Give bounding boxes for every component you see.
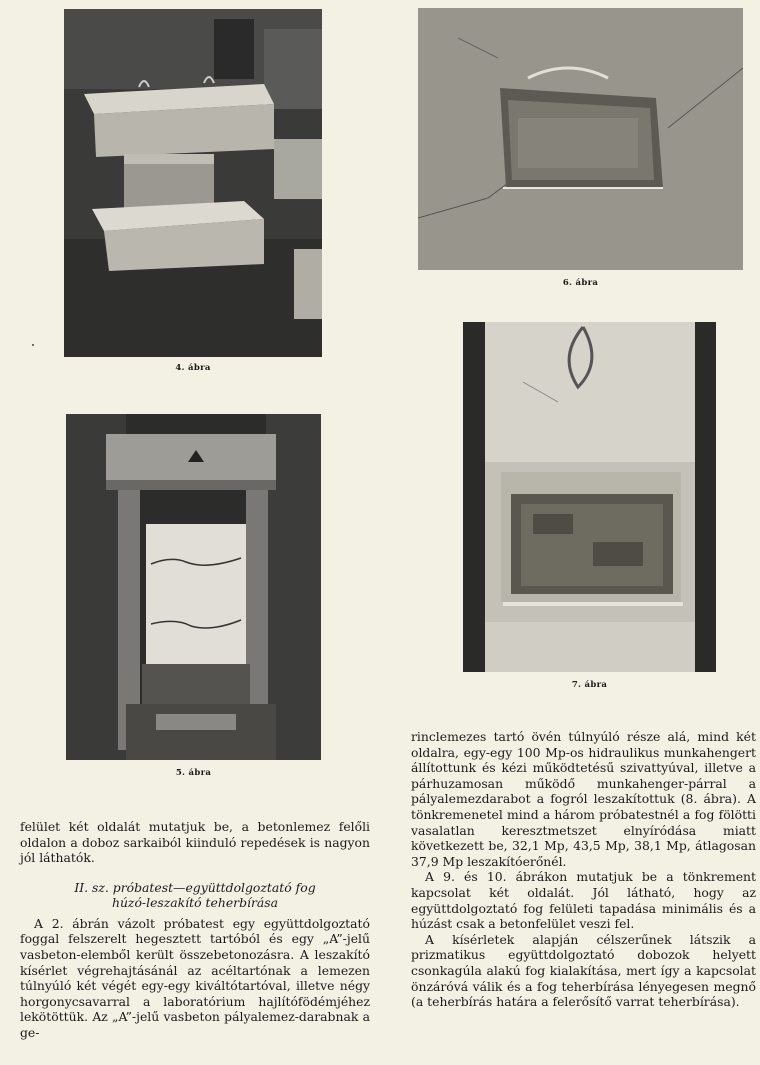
figure-5-photo bbox=[66, 414, 321, 760]
figure-6-photo bbox=[418, 8, 743, 270]
stray-dot bbox=[32, 344, 34, 346]
right-paragraph-3: A kísérletek alapján célszerűnek látszik a prizmatikus együttdolgoztató dobozok helyett csonkagúla alakú fog kialakítása, mert így a kapcsolat önzáróvá válik és a fog teherbírása lényegesen megnő (a teherbírás határa a felerősítő varrat teherbírása). bbox=[411, 931, 756, 1010]
section-heading-line2: húzó-leszakító teherbírása bbox=[111, 894, 279, 910]
figure-7-caption: 7. ábra bbox=[571, 680, 608, 690]
figure-6-caption: 6. ábra bbox=[562, 278, 599, 288]
body-paragraph: A 2. ábrán vázolt próbatest egy együttdolgoztató foggal felszerelt hegesztett tartóból és egy „A”-jelű vasbeton-elemből került összebetonozásra. A leszakító kísérlet végrehajtásánál az acéltartónak a lemezen túlnyúló két végét egy-egy kiváltótartóval, illetve négy horgonycsavarral a laboratórium hajlítófödémjéhez lekötöttük. Az „A”-jelű vasbeton pályalemez-darabnak a ge- bbox=[20, 915, 370, 1040]
right-text-column bbox=[411, 729, 756, 1010]
figure-7-photo bbox=[463, 322, 716, 672]
figure-5-caption: 5. ábra bbox=[175, 768, 212, 778]
figure-4-caption: 4. ábra bbox=[175, 363, 211, 373]
right-paragraph-1: rinclemezes tartó övén túlnyúló része alá, mind két oldalra, egy-egy 100 Mp-os hidraulikus munkahengert állítottunk és kézi működtetésű szivattyúval, illetve a párhuzamosan működő munkahenger-párral a pályalemezdarabot a fogról leszakítottuk (8. ábra). A tönkremenetel mind a három próbatestnél a fog fölötti vasalatlan keresztmetszet elnyíródása miatt következett be, 32,1 Mp, 43,5 Mp, 38,1 Mp, átlagosan 37,9 Mp leszakítóerőnél. bbox=[411, 729, 756, 869]
section-heading-line1: II. sz. próbatest—együttdolgoztató fog bbox=[74, 879, 316, 895]
intro-paragraph: felület két oldalát mutatjuk be, a betonlemez felőli oldalon a doboz sarkaiból kiinduló repedések is nagyon jól láthatók. bbox=[20, 819, 370, 866]
left-text-column bbox=[20, 819, 370, 1041]
figure-4-photo bbox=[64, 9, 322, 357]
right-paragraph-2: A 9. és 10. ábrákon mutatjuk be a tönkrement kapcsolat két oldalát. Jól látható, hogy az együttdolgoztató fog felületi tapadása minimális és a húzást csak a betonfelület veszi fel. bbox=[411, 869, 756, 932]
section-heading bbox=[20, 880, 370, 910]
